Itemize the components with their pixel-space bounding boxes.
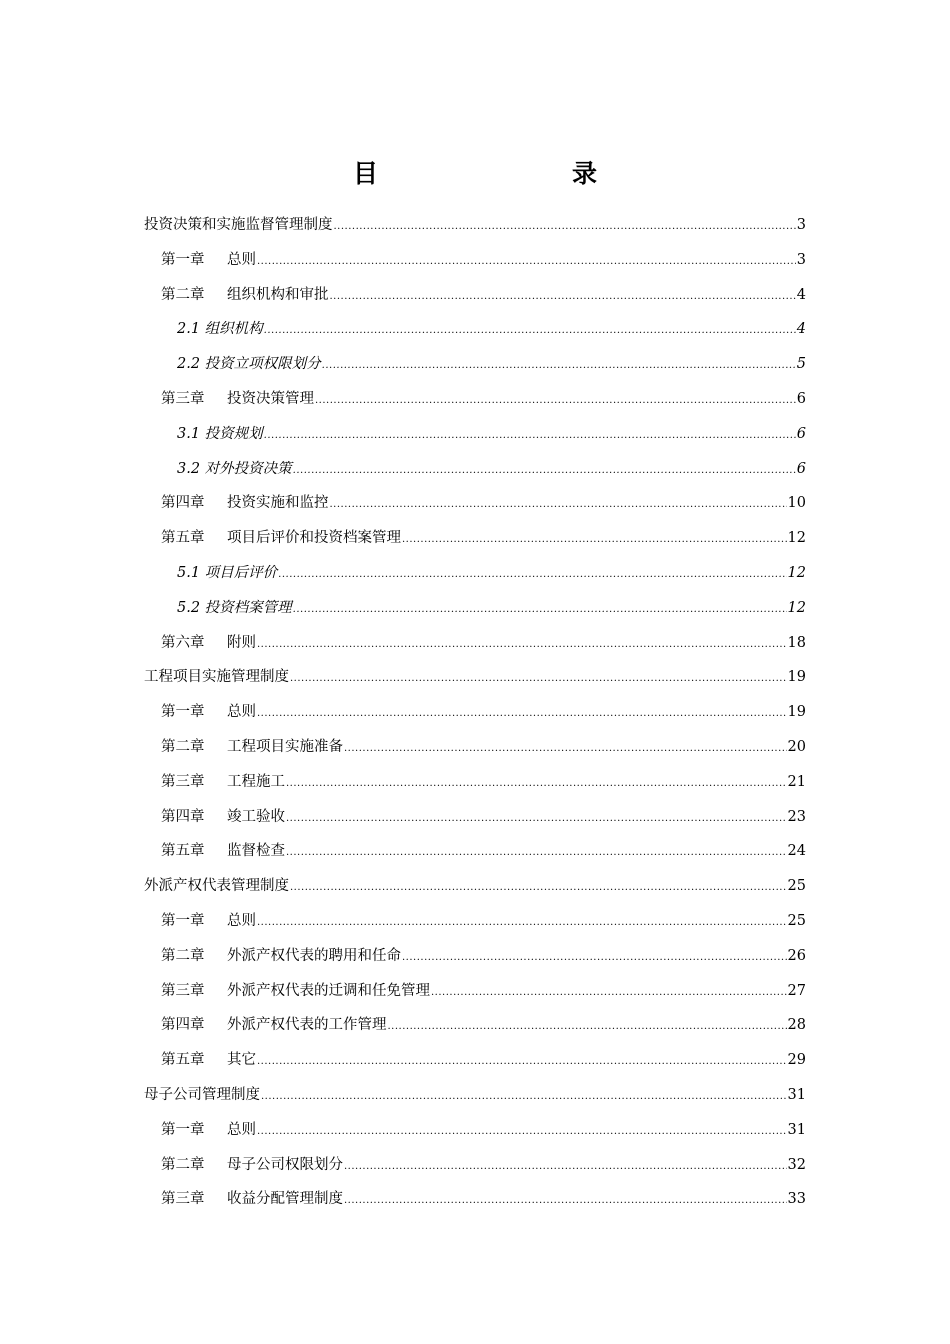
toc-entry-label <box>161 1148 343 1182</box>
toc-page-number: 29 <box>787 1052 806 1069</box>
toc-dot-leader <box>264 314 796 348</box>
toc-entry[interactable] <box>177 591 806 625</box>
toc-entry-text: 外派产权代表的工作管理 <box>227 1017 387 1034</box>
toc-entry-text: 总则 <box>227 704 256 721</box>
toc-entry-label <box>177 452 292 486</box>
toc-page-number: 5 <box>796 356 806 373</box>
toc-entry[interactable] <box>161 765 806 799</box>
toc-entry-text: 工程项目实施准备 <box>227 739 343 755</box>
toc-chapter-number: 第四章 <box>161 1017 205 1034</box>
toc-entry-text: 附则 <box>227 634 256 651</box>
toc-entry-text: 总则 <box>227 1121 256 1138</box>
toc-dot-leader <box>286 836 787 870</box>
toc-entry-label <box>161 695 256 729</box>
toc-chapter-number: 第一章 <box>161 913 205 929</box>
toc-entry[interactable] <box>161 243 806 277</box>
toc-entry[interactable] <box>161 1008 806 1042</box>
toc-chapter-number: 第五章 <box>161 843 205 860</box>
toc-page-number: 33 <box>787 1191 806 1208</box>
toc-entry[interactable] <box>161 800 806 834</box>
toc-dot-leader <box>257 1045 787 1079</box>
toc-entry[interactable] <box>161 695 806 729</box>
toc-page-number: 26 <box>787 947 806 964</box>
toc-dot-leader <box>431 976 787 1010</box>
toc-entry[interactable] <box>161 521 806 555</box>
toc-page-number: 28 <box>787 1017 806 1034</box>
toc-entry-text: 组织机构和审批 <box>227 286 329 303</box>
toc-page-number: 32 <box>787 1156 806 1173</box>
toc-entry-text: 总则 <box>227 251 256 268</box>
toc-entry[interactable] <box>161 834 806 868</box>
toc-entry[interactable] <box>161 939 806 973</box>
toc-page-number: 3 <box>796 251 806 268</box>
toc-entry-text: 外派产权代表管理制度 <box>144 878 289 895</box>
toc-entry[interactable] <box>161 1113 806 1147</box>
toc-entry-label <box>161 765 285 799</box>
toc-entry-text: 外派产权代表的迁调和任免管理 <box>227 982 430 999</box>
toc-entry-label <box>161 486 329 520</box>
toc-entry-label <box>161 1113 256 1147</box>
toc-entry-text: 竣工验收 <box>227 808 285 825</box>
toc-entry-label <box>177 347 321 381</box>
toc-entry-label <box>161 730 343 764</box>
toc-entry[interactable] <box>144 1078 806 1112</box>
toc-chapter-number: 第四章 <box>161 808 205 825</box>
toc-chapter-number: 第五章 <box>161 530 205 547</box>
toc-dot-leader <box>264 419 796 453</box>
toc-page-number: 19 <box>787 669 806 686</box>
toc-page-number: 23 <box>787 808 806 825</box>
toc-chapter-number: 第三章 <box>161 773 205 790</box>
toc-entry[interactable] <box>161 382 806 416</box>
toc-chapter-number: 第五章 <box>161 1052 205 1069</box>
toc-chapter-number: 第一章 <box>161 1121 205 1138</box>
toc-entry-label <box>161 521 401 555</box>
toc-entry-text: 母子公司管理制度 <box>144 1087 260 1103</box>
toc-page-number: 20 <box>787 739 806 755</box>
toc-page-number: 27 <box>787 982 806 999</box>
toc-entry[interactable] <box>177 556 806 590</box>
toc-entry-label <box>144 660 289 694</box>
toc-entry[interactable] <box>177 312 806 346</box>
toc-entry-text: 5.1 项目后评价 <box>177 565 278 581</box>
toc-dot-leader <box>344 1184 787 1218</box>
toc-entry-text: 2.1 组织机构 <box>177 321 263 338</box>
toc-dot-leader <box>278 558 786 592</box>
toc-entry-label <box>161 834 285 868</box>
toc-entry-text: 项目后评价和投资档案管理 <box>227 530 401 547</box>
toc-chapter-number: 第三章 <box>161 982 205 999</box>
toc-entry-label <box>177 591 292 625</box>
toc-entry[interactable] <box>177 347 806 381</box>
toc-dot-leader <box>257 697 787 731</box>
toc-entry-text: 2.2 投资立项权限划分 <box>177 356 321 373</box>
toc-dot-leader <box>402 523 787 557</box>
toc-dot-leader <box>257 906 787 940</box>
toc-page-number: 31 <box>787 1121 806 1138</box>
toc-dot-leader <box>344 732 787 766</box>
toc-dot-leader <box>286 767 787 801</box>
toc-entry-text: 工程项目实施管理制度 <box>144 669 289 686</box>
toc-page-number: 12 <box>787 599 806 616</box>
toc-entry-text: 3.1 投资规划 <box>177 425 263 442</box>
toc-dot-leader <box>257 628 787 662</box>
toc-page-number: 12 <box>787 565 806 581</box>
toc-page-number: 6 <box>796 425 806 442</box>
toc-entry-label <box>177 556 277 590</box>
toc-page-number: 31 <box>787 1087 806 1103</box>
toc-dot-leader <box>261 1080 787 1114</box>
toc-dot-leader <box>293 593 787 627</box>
toc-entry-text: 监督检查 <box>227 843 285 860</box>
toc-dot-leader <box>257 1115 787 1149</box>
toc-entry-text: 投资实施和监控 <box>227 495 329 512</box>
toc-entry[interactable] <box>144 208 806 242</box>
toc-entry-text: 5.2 投资档案管理 <box>177 599 292 616</box>
toc-dot-leader <box>344 1150 787 1184</box>
toc-entry-label <box>161 382 314 416</box>
toc-dot-leader <box>334 210 796 244</box>
toc-chapter-number: 第六章 <box>161 634 205 651</box>
toc-dot-leader <box>257 245 796 279</box>
toc-entry-text: 收益分配管理制度 <box>227 1191 343 1208</box>
toc-page-number: 10 <box>787 495 806 512</box>
toc-entry-label <box>161 278 329 312</box>
toc-chapter-number: 第二章 <box>161 739 205 755</box>
toc-entry[interactable] <box>161 904 806 938</box>
toc-chapter-number: 第三章 <box>161 1191 205 1208</box>
toc-entry-label <box>161 1008 387 1042</box>
toc-dot-leader <box>388 1010 787 1044</box>
toc-entry-text: 工程施工 <box>227 773 285 790</box>
toc-dot-leader <box>290 871 787 905</box>
toc-entry[interactable] <box>177 417 806 451</box>
toc-dot-leader <box>330 280 796 314</box>
toc-page-number: 25 <box>787 878 806 895</box>
toc-page-number: 6 <box>796 391 806 407</box>
toc-chapter-number: 第二章 <box>161 286 205 303</box>
toc-entry-label <box>144 1078 260 1112</box>
toc-dot-leader <box>293 454 796 488</box>
toc-chapter-number: 第二章 <box>161 947 205 964</box>
toc-entry-label <box>144 208 333 242</box>
toc-entry-text: 3.2 对外投资决策 <box>177 460 292 477</box>
toc-chapter-number: 第一章 <box>161 251 205 268</box>
toc-entry-label <box>161 800 285 834</box>
toc-entry-text: 投资决策和实施监督管理制度 <box>144 217 333 233</box>
toc-entry-label <box>144 869 289 903</box>
toc-entry-label <box>161 243 256 277</box>
toc-page-number: 19 <box>787 704 806 721</box>
toc-entry[interactable] <box>177 452 806 486</box>
toc-page-number: 21 <box>787 773 806 790</box>
toc-page-number: 18 <box>787 634 806 651</box>
toc-entry[interactable] <box>161 486 806 520</box>
toc-entry[interactable] <box>161 1043 806 1077</box>
toc-chapter-number: 第二章 <box>161 1156 205 1173</box>
toc-entry-label <box>161 974 430 1008</box>
toc-entry-label <box>177 417 263 451</box>
toc-chapter-number: 第四章 <box>161 495 205 512</box>
toc-entry[interactable] <box>144 660 806 694</box>
toc-entry-label <box>161 1043 256 1077</box>
toc-entry[interactable] <box>161 974 806 1008</box>
toc-entry-text: 母子公司权限划分 <box>227 1156 343 1173</box>
toc-dot-leader <box>286 802 787 836</box>
toc-page-number: 12 <box>787 530 806 547</box>
toc-page-number: 4 <box>796 286 806 303</box>
toc-entry-label <box>161 626 256 660</box>
toc-page-number: 24 <box>787 843 806 860</box>
toc-entry-text: 外派产权代表的聘用和任命 <box>227 947 401 964</box>
toc-entry[interactable] <box>161 626 806 660</box>
toc-entry[interactable] <box>161 278 806 312</box>
toc-page-number: 4 <box>796 321 806 338</box>
toc-chapter-number: 第一章 <box>161 704 205 721</box>
toc-page-number: 25 <box>787 913 806 929</box>
toc-entry-label <box>161 904 256 938</box>
toc-chapter-number: 第三章 <box>161 391 205 407</box>
toc-entry-text: 其它 <box>227 1052 256 1069</box>
toc-entry[interactable] <box>161 730 806 764</box>
toc-dot-leader <box>290 662 787 696</box>
toc-entry[interactable] <box>161 1148 806 1182</box>
toc-entry-text: 投资决策管理 <box>227 391 314 407</box>
toc-entry[interactable] <box>161 1182 806 1216</box>
toc-dot-leader <box>330 488 787 522</box>
toc-page-number: 3 <box>796 217 806 233</box>
page-title: 目 录 <box>352 159 645 188</box>
toc-dot-leader <box>322 349 796 383</box>
toc-dot-leader <box>402 941 787 975</box>
toc-entry-label <box>161 1182 343 1216</box>
toc-entry-label <box>161 939 401 973</box>
toc-entry[interactable] <box>144 869 806 903</box>
toc-entry-text: 总则 <box>227 913 256 929</box>
toc-dot-leader <box>315 384 796 418</box>
toc-page-number: 6 <box>796 460 806 477</box>
toc-entry-label <box>177 312 263 346</box>
